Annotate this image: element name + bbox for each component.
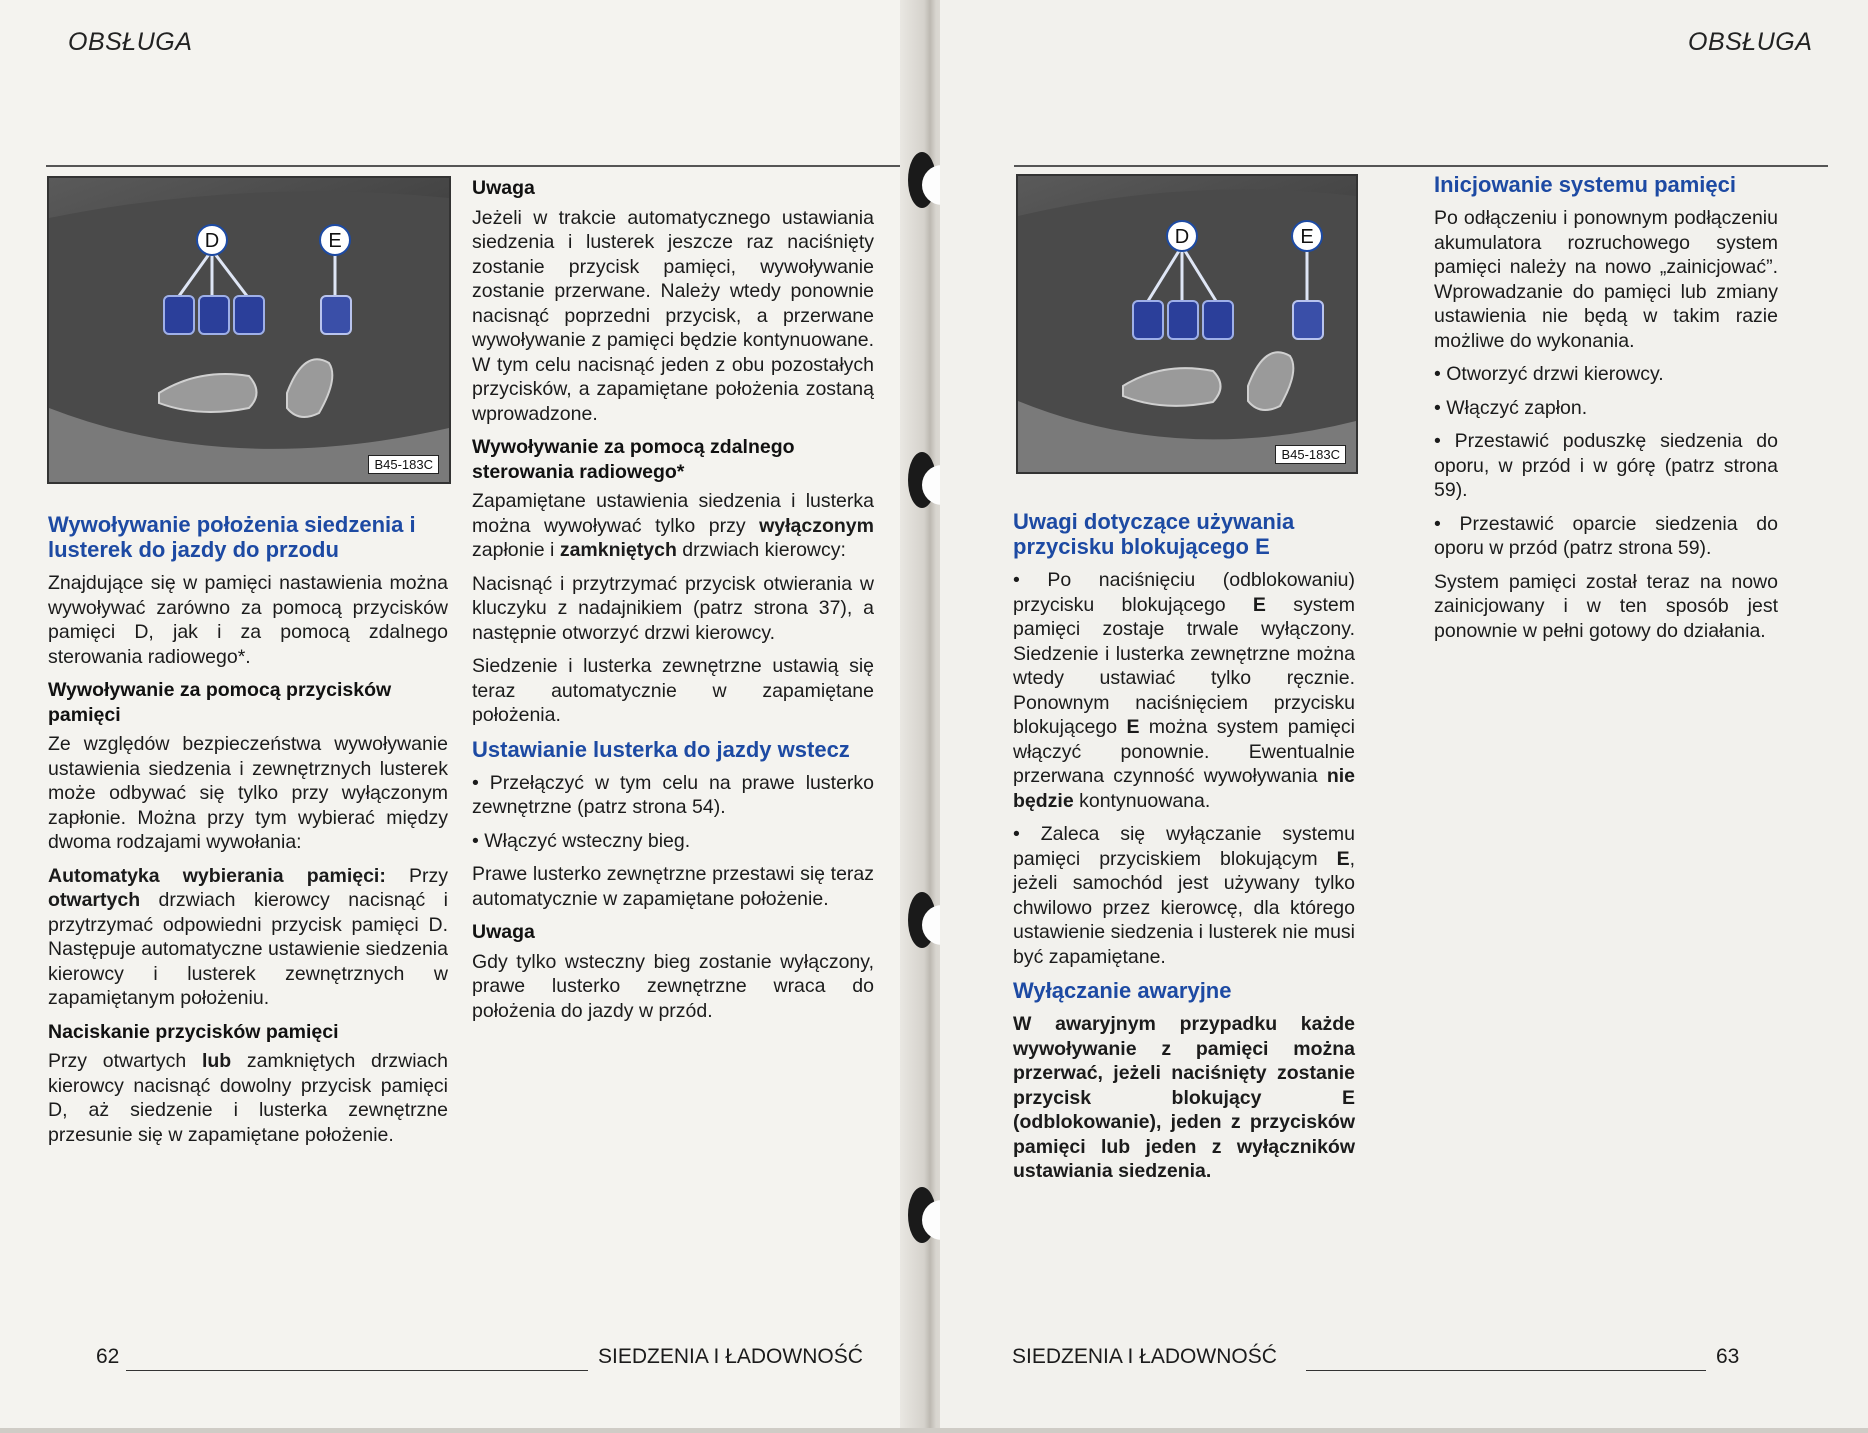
subheading: Wywoływanie za pomocą zdalnego sterowania radiowego* (472, 436, 795, 483)
subheading: Wywoływanie za pomocą przycisków pamięci (48, 679, 392, 726)
footer-rule (1306, 1370, 1706, 1371)
page-header: OBSŁUGA (68, 28, 193, 56)
right-column-2 (1434, 172, 1778, 652)
paragraph: Nacisnąć i przytrzymać przycisk otwierania w kluczyku z nadajnikiem (patrz strona 37), a następnie otworzyć drzwi kierowcy. (472, 572, 874, 644)
footer-title: SIEDZENIA I ŁADOWNOŚĆ (598, 1345, 863, 1368)
paragraph: System pamięci został teraz na nowo zainicjowany i w ten sposób jest ponownie w pełni gotowy do działania. (1434, 570, 1778, 642)
paragraph: Automatyka wybierania pamięci: Przy otwartych drzwiach kierowcy nacisnąć i przytrzymać odpowiedni przycisk pamięci D. Następuje automatyczne ustawienie siedzenia kierowcy i lusterek zewnętrznych w zapamiętanym położeniu. (48, 864, 449, 1009)
page-number: 62 (96, 1345, 120, 1368)
left-page (0, 0, 930, 1428)
right-page (940, 0, 1868, 1428)
memory-buttons-figure (47, 176, 451, 484)
paragraph: Znajdujące się w pamięci nastawienia można wywoływać zarówno za pomocą przycisków pamięci D, jak i za pomocą zdalnego sterowania radiowego*. (48, 572, 448, 668)
list-item: • Zaleca się wyłączanie systemu pamięci przyciskiem blokującym E, jeżeli samochód jest używany tylko chwilowo przez kierowcę, dla którego ustawienie siedzenia i lusterek nie musi być zapamiętane. (1013, 822, 1355, 969)
paragraph: Po odłączeniu i ponownym podłączeniu akumulatora rozruchowego system pamięci należy na nowo „zainicjować”. Wprowadzanie do pamięci lub zmiany ustawienia nie będą w takim razie możliwe do wykonania. (1434, 207, 1778, 352)
figure-code: B45-183C (368, 455, 439, 474)
list-item: • Przestawić poduszkę siedzenia do oporu, w przód i w górę (patrz strona 59). (1434, 429, 1778, 503)
right-column-1 (1013, 509, 1355, 1193)
list-item: • Przestawić oparcie siedzenia do oporu w przód (patrz strona 59). (1434, 512, 1778, 561)
section-heading: Ustawianie lusterka do jazdy wstecz (472, 736, 850, 762)
section-heading: Uwagi dotyczące używania przycisku blokującego E (1013, 509, 1295, 559)
paragraph: Siedzenie i lusterka zewnętrzne ustawią się teraz automatycznie w zapamiętane położenia. (472, 655, 874, 726)
footer-title: SIEDZENIA I ŁADOWNOŚĆ (1012, 1345, 1277, 1368)
paragraph: Prawe lusterko zewnętrzne przestawi się teraz automatycznie w zapamiętane położenie. (472, 863, 874, 910)
note-heading: Uwaga (472, 177, 535, 199)
header-rule (1014, 165, 1828, 167)
paragraph: Przy otwartych lub zamkniętych drzwiach kierowcy nacisnąć dowolny przycisk pamięci D, aż siedzenie i lusterka zewnętrzne przesunie się w zapamiętane położenie. (48, 1050, 448, 1146)
list-item: • Po naciśnięciu (odblokowaniu) przycisku blokującego E system pamięci zostaje trwale wyłączony. Siedzenie i lusterka zewnętrzne można wtedy ustawiać tylko ręcznie. Ponownym naciśnięciem przycisku blokującego E można system pamięci włączyć ponownie. Ewentualnie przerwana czynność wywoływania nie będzie kontynuowana. (1013, 568, 1355, 813)
paragraph: Jeżeli w trakcie automatycznego ustawiania siedzenia i lusterek jeszcze raz naciśnięty zostanie przycisk pamięci, wywoływanie zostanie przerwane. Należy wtedy ponownie nacisnąć poprzedni przycisk, a przerwane wywoływanie z pamięci będzie kontynuowane. W tym celu nacisnąć jeden z obu pozostałych przycisków, a zapamiętane położenia zostaną wprowadzone. (472, 206, 874, 425)
section-heading: Wyłączanie awaryjne (1013, 978, 1232, 1003)
label-d: D (1174, 226, 1190, 248)
section-heading: Inicjowanie systemu pamięci (1434, 172, 1737, 197)
paragraph: W awaryjnym przypadku każde wywoływanie z pamięci można przerwać, jeżeli naciśnięty zostanie przycisk blokujący E (odblokowanie), jeden z przycisków pamięci lub jeden z wyłączników ustawiania siedzenia. (1013, 1013, 1355, 1182)
list-item: • Włączyć zapłon. (1434, 396, 1778, 421)
page-number: 63 (1716, 1345, 1740, 1368)
subheading: Naciskanie przycisków pamięci (48, 1020, 339, 1043)
left-column-2 (472, 176, 874, 1032)
paragraph: Ze względów bezpieczeństwa wywoływanie ustawienia siedzenia i zewnętrznych lusterek może odbywać się tylko przy wyłączonym zapłonie. Można przy tym wybierać między dwoma rodzajami wywołania: (48, 733, 448, 853)
label-d: D (204, 230, 220, 252)
bullet-list (1013, 568, 1355, 969)
label-e: E (328, 230, 342, 252)
paragraph: Gdy tylko wsteczny bieg zostanie wyłączony, prawe lusterko zewnętrzne wraca do położenia do jazdy w przód. (472, 950, 874, 1022)
note-heading: Uwaga (472, 921, 535, 943)
label-e: E (1300, 226, 1314, 248)
seat-memory-panel-illustration (49, 178, 449, 482)
section-heading: Wywoływanie położenia siedzenia i lusterek do jazdy do przodu (48, 512, 416, 562)
left-column-1 (48, 512, 448, 1156)
header-rule (46, 165, 906, 167)
figure-code: B45-183C (1275, 445, 1346, 464)
memory-buttons-figure (1016, 174, 1358, 474)
list-item: • Otworzyć drzwi kierowcy. (1434, 362, 1778, 387)
bullet-list (472, 771, 874, 854)
seat-memory-panel-illustration (1018, 176, 1356, 472)
footer-rule (126, 1370, 588, 1371)
page-header: OBSŁUGA (1688, 28, 1813, 56)
list-item: • Włączyć wsteczny bieg. (472, 829, 874, 854)
paragraph: Zapamiętane ustawienia siedzenia i lusterka można wywoływać tylko przy wyłączonym zapłonie i zamkniętych drzwiach kierowcy: (472, 490, 874, 561)
list-item: • Przełączyć w tym celu na prawe lusterko zewnętrzne (patrz strona 54). (472, 771, 874, 820)
bullet-list (1434, 362, 1778, 561)
